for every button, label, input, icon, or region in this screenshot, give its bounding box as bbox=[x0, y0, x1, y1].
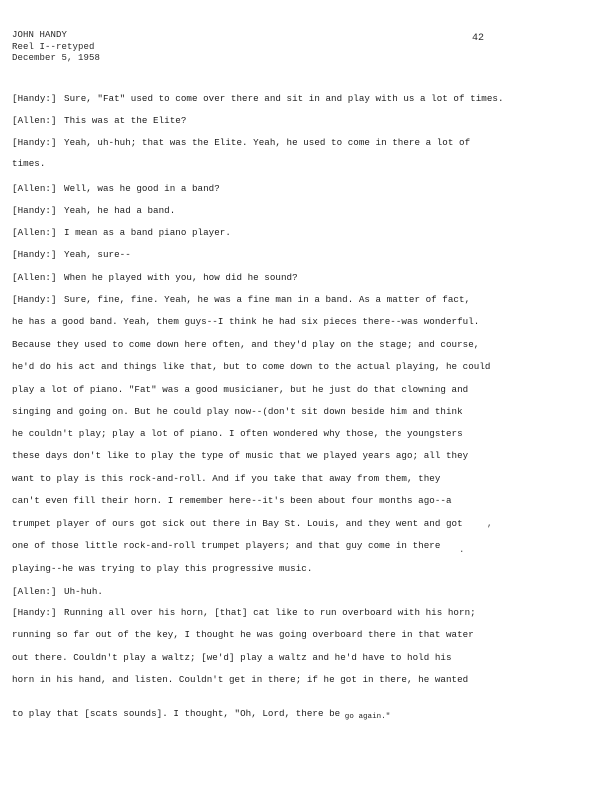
transcript-continuation bbox=[12, 450, 608, 461]
transcript-turn bbox=[12, 183, 608, 194]
transcript-continuation bbox=[12, 674, 608, 685]
transcript-text: one of those little rock-and-roll trumpet players; and that guy come in there bbox=[12, 540, 441, 551]
transcript-turn bbox=[12, 607, 608, 618]
speaker-label: [Handy:] bbox=[12, 294, 57, 305]
transcript-continuation bbox=[12, 708, 608, 721]
transcript-turn bbox=[12, 137, 608, 148]
speaker-label: [Handy:] bbox=[12, 249, 57, 260]
transcript-text: Sure, fine, fine. Yeah, he was a fine man in a band. As a matter of fact, bbox=[64, 294, 471, 305]
transcript-text: he couldn't play; play a lot of piano. I often wondered why those, the youngsters bbox=[12, 428, 463, 439]
transcript-text: When he played with you, how did he sound? bbox=[64, 272, 298, 283]
transcript-text: playing--he was trying to play this progressive music. bbox=[12, 563, 313, 574]
transcript-continuation bbox=[12, 428, 608, 439]
transcript-continuation bbox=[12, 361, 608, 372]
transcript-continuation bbox=[12, 652, 608, 663]
transcript-text: singing and going on. But he could play now--(don't sit down beside him and think bbox=[12, 406, 463, 417]
transcript-text: want to play is this rock-and-roll. And if you take that away from them, they bbox=[12, 473, 441, 484]
transcript-text: Because they used to come down here often, and they'd play on the stage; and course, bbox=[12, 339, 480, 350]
interviewee-name: JOHN HANDY bbox=[12, 30, 68, 40]
transcript-continuation bbox=[12, 384, 608, 395]
transcript-turn bbox=[12, 115, 608, 126]
transcript-text: can't even fill their horn. I remember here--it's been about four months ago--a bbox=[12, 495, 452, 506]
speaker-label: [Handy:] bbox=[12, 137, 57, 148]
transcript-text: these days don't like to play the type of music that we played years ago; all they bbox=[12, 450, 469, 461]
transcript-text: Yeah, he had a band. bbox=[64, 205, 176, 216]
transcript-continuation bbox=[12, 316, 608, 327]
transcript-continuation bbox=[12, 563, 608, 574]
transcript-text: Uh-huh. bbox=[64, 586, 103, 597]
stray-mark: , bbox=[487, 519, 493, 529]
transcript-continuation bbox=[12, 339, 608, 350]
transcript-text: play a lot of piano. "Fat" was a good musicianer, but he just do that clowning and bbox=[12, 384, 469, 395]
speaker-label: [Allen:] bbox=[12, 272, 57, 283]
transcript-text: out there. Couldn't play a waltz; [we'd] play a waltz and he'd have to hold his bbox=[12, 652, 452, 663]
transcript-text: Sure, "Fat" used to come over there and sit in and play with us a lot of times. bbox=[64, 93, 504, 104]
transcript-continuation bbox=[12, 473, 608, 484]
transcript-text: This was at the Elite? bbox=[64, 115, 187, 126]
transcript-turn bbox=[12, 294, 608, 305]
page-number: 42 bbox=[472, 33, 485, 44]
speaker-label: [Handy:] bbox=[12, 607, 57, 618]
speaker-label: [Allen:] bbox=[12, 115, 57, 126]
transcript-text: Yeah, uh-huh; that was the Elite. Yeah, he used to come in there a lot of bbox=[64, 137, 471, 148]
speaker-label: [Allen:] bbox=[12, 183, 57, 194]
transcript-continuation bbox=[12, 495, 608, 506]
speaker-label: [Handy:] bbox=[12, 205, 57, 216]
transcript-text: he has a good band. Yeah, them guys--I think he had six pieces there--was wonderful. bbox=[12, 316, 480, 327]
transcript-text: Running all over his horn, [that] cat like to run overboard with his horn; bbox=[64, 607, 476, 618]
transcript-continuation bbox=[12, 540, 608, 551]
transcript-text: running so far out of the key, I thought he was going overboard there in that water bbox=[12, 629, 474, 640]
transcript-continuation bbox=[12, 629, 608, 640]
transcript-text: he'd do his act and things like that, but to come down to the actual playing, he could bbox=[12, 361, 491, 372]
transcript-turn bbox=[12, 93, 608, 104]
transcript-text: Well, was he good in a band? bbox=[64, 183, 220, 194]
transcript-continuation bbox=[12, 158, 608, 169]
transcript-text: horn in his hand, and listen. Couldn't get in there; if he got in there, he wanted bbox=[12, 674, 469, 685]
speaker-label: [Handy:] bbox=[12, 93, 57, 104]
transcript-continuation bbox=[12, 406, 608, 417]
transcript-text: trumpet player of ours got sick out there in Bay St. Louis, and they went and got bbox=[12, 518, 463, 529]
transcript-turn bbox=[12, 586, 608, 597]
transcript-text: times. bbox=[12, 158, 46, 169]
reel-label: Reel I--retyped bbox=[12, 42, 95, 52]
speaker-label: [Allen:] bbox=[12, 586, 57, 597]
transcript-continuation bbox=[12, 518, 608, 529]
transcript-turn bbox=[12, 249, 608, 260]
stray-mark: . bbox=[459, 545, 465, 555]
transcript-turn bbox=[12, 227, 608, 238]
transcript-text: I mean as a band piano player. bbox=[64, 227, 231, 238]
transcript-turn bbox=[12, 205, 608, 216]
transcript-text-tail: go again." bbox=[340, 713, 391, 721]
transcript-text: to play that [scats sounds]. I thought, "Oh, Lord, there be bbox=[12, 708, 341, 719]
interview-date: December 5, 1958 bbox=[12, 53, 101, 63]
speaker-label: [Allen:] bbox=[12, 227, 57, 238]
transcript-text: Yeah, sure-- bbox=[64, 249, 131, 260]
transcript-turn bbox=[12, 272, 608, 283]
